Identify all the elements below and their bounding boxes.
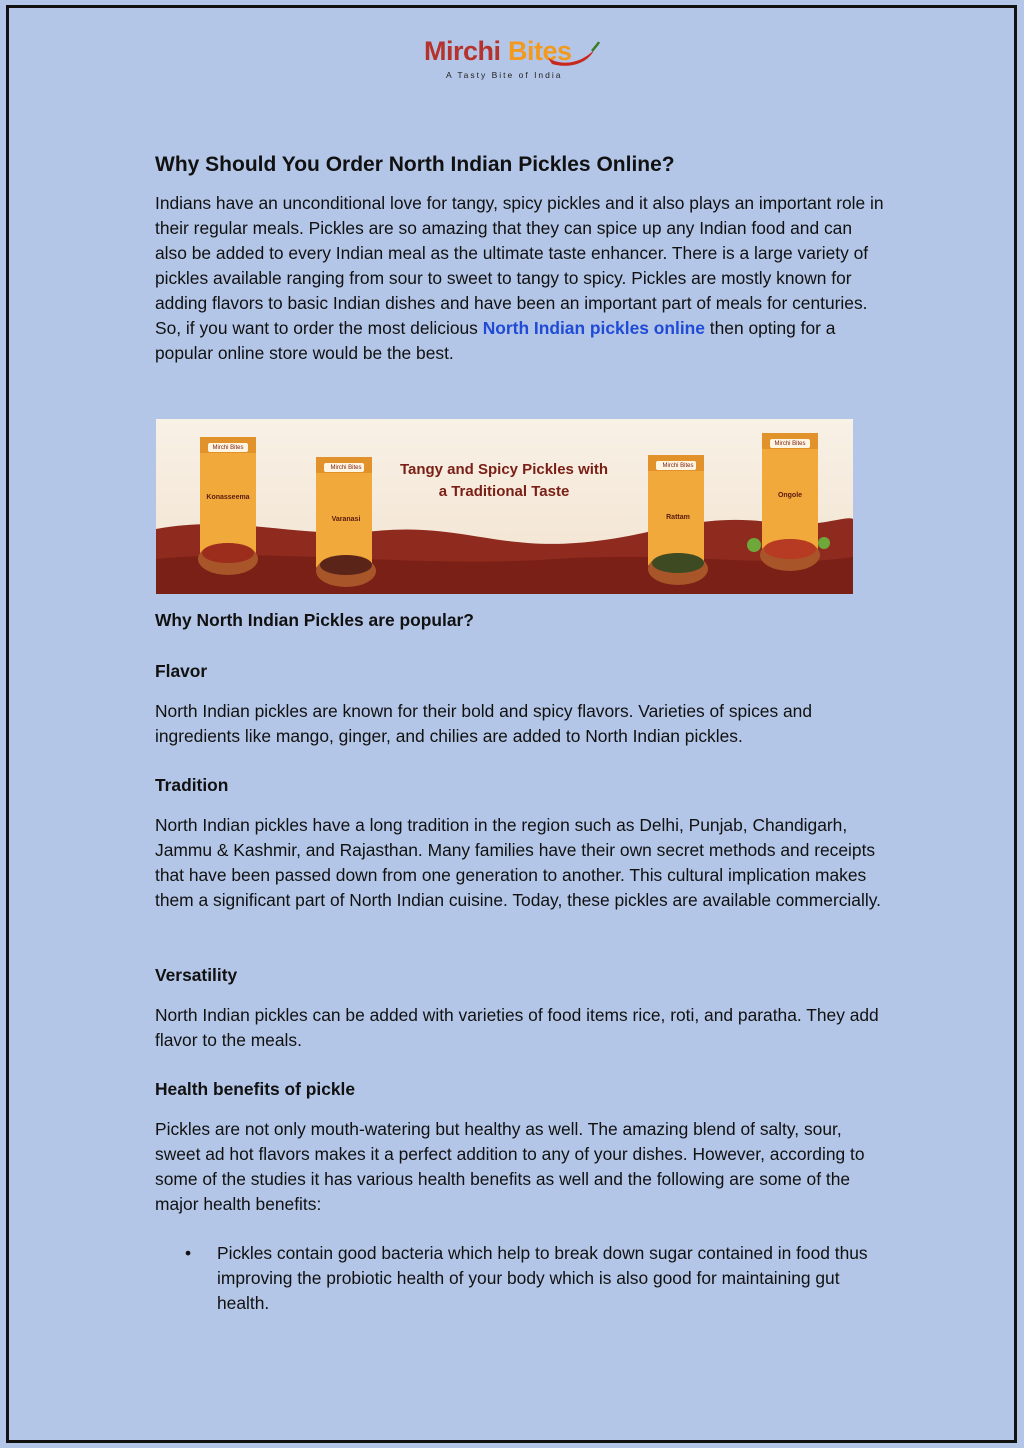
banner-artwork [156, 419, 853, 594]
flavor-paragraph: North Indian pickles are known for their bold and spicy flavors. Varieties of spices and ingredients like mango, ginger, and chilies are added to North Indian pickles. [155, 701, 812, 746]
pickle-jar-1 [198, 437, 258, 575]
health-paragraph: Pickles are not only mouth-watering but healthy as well. The amazing blend of salty, sour, sweet ad hot flavors makes it a perfect addition to any of your dishes. However, according to some of the studies it has various health benefits as well and the following are some of the major health benefits: [155, 1119, 865, 1214]
intro-text-start: Indians have an unconditional love for tangy, spicy pickles and it also plays an important role in their regular meals. Pickles are so amazing that they can spice up any Indian food and can also be added to every Indian meal as the ultimate taste enhancer. There is a large variety of pickles available ranging from sour to sweet to tangy to spicy. Pickles are mostly known for adding flavors to basic Indian dishes and have been an important part of meals for centuries. So, if you want to order the most delicious [155, 193, 884, 338]
versatility-paragraph: North Indian pickles can be added with varieties of food items rice, roti, and paratha. They add flavor to the meals. [155, 1005, 879, 1050]
logo-word-bites: Bites [508, 36, 572, 66]
jar-label-2: Varanasi [331, 516, 361, 523]
tradition-heading: Tradition [155, 775, 229, 795]
logo-tagline: A Tasty Bite of India [446, 70, 563, 80]
flavor-heading: Flavor [155, 661, 208, 681]
popular-heading: Why North Indian Pickles are popular? [155, 610, 474, 630]
jar-brand-4: Mirchi Bites [774, 441, 806, 447]
north-indian-pickles-link[interactable]: North Indian pickles online [482, 318, 705, 338]
jar-label-1: Konasseema [206, 494, 250, 501]
jar-label-4: Ongole [777, 492, 803, 499]
article-intro [155, 150, 885, 366]
banner-headline-line-2: a Traditional Taste [438, 483, 570, 500]
bullet-symbol: • [185, 1243, 192, 1263]
brand-logo [424, 36, 604, 86]
article-title: Why Should You Order North Indian Pickles Online? [155, 153, 675, 176]
jar-brand-1: Mirchi Bites [212, 445, 244, 451]
intro-text-end: then opting for a popular online store would be the best. [155, 318, 836, 363]
jar-brand-3: Mirchi Bites [662, 463, 694, 469]
logo-word-mirchi: Mirchi [424, 36, 501, 66]
jar-label-3: Rattam [666, 514, 690, 521]
jar-brand-2: Mirchi Bites [330, 465, 362, 471]
health-heading: Health benefits of pickle [155, 1079, 356, 1099]
tradition-paragraph: North Indian pickles have a long tradition in the region such as Delhi, Punjab, Chandigarh, Jammu & Kashmir, and Rajasthan. Many families have their own secret methods and receipts that have been passed down from one generation to another. This cultural implication makes them a significant part of North Indian cuisine. Today, these pickles are available commercially. [155, 815, 881, 910]
chili-icon [544, 40, 600, 70]
promo-banner [156, 419, 853, 594]
banner-headline-line-1: Tangy and Spicy Pickles with [399, 461, 609, 478]
versatility-heading: Versatility [155, 965, 238, 985]
intro-paragraph [155, 191, 885, 366]
bullet-text: Pickles contain good bacteria which help to break down sugar contained in food thus improving the probiotic health of your body which is also good for maintaining gut health. [217, 1243, 868, 1313]
